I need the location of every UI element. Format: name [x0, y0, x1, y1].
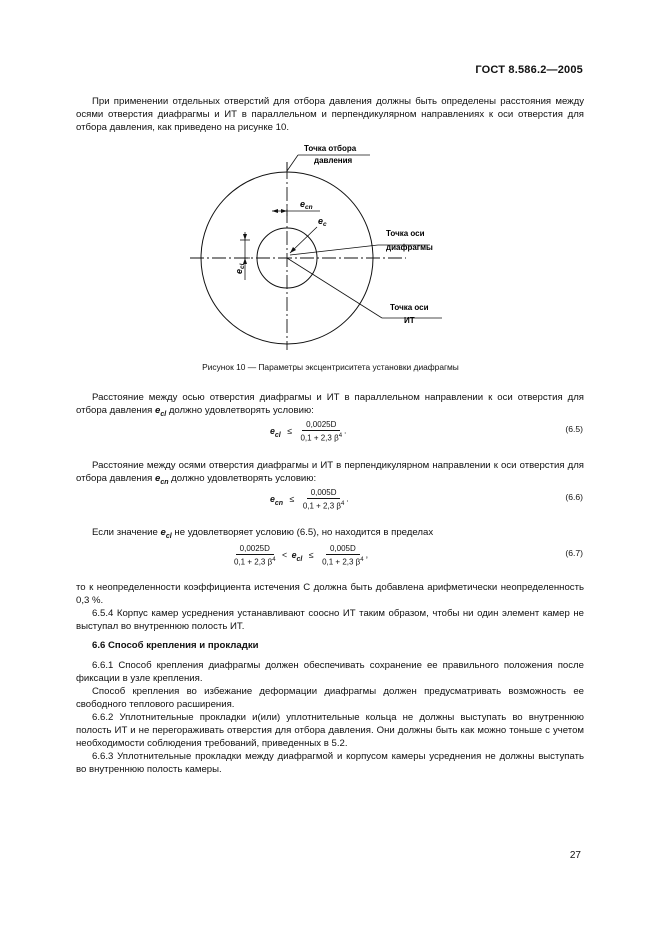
eq66-number: (6.6)	[565, 492, 583, 502]
paragraph-6-6-1b: Способ крепления во избежание деформации диафрагмы должен предусматривать возможность ее свободного теплового расширения.	[76, 686, 584, 710]
label-pipe-2: ИТ	[404, 316, 415, 325]
label-ecn: $e_{cn}$	[300, 199, 313, 211]
label-ec: $e_c$	[318, 216, 327, 228]
label-tap-2: давления	[314, 156, 353, 165]
eq67-number: (6.7)	[565, 548, 583, 558]
paragraph-6-5-4: 6.5.4 Корпус камер усреднения устанавливают соосно ИТ таким образом, чтобы ни один элемент камер не выступал во внутреннюю полость ИТ.	[76, 608, 584, 632]
standard-header: ГОСТ 8.586.2—2005	[475, 64, 583, 76]
paragraph-6-6-3: 6.6.3 Уплотнительные прокладки между диафрагмой и корпусом камеры усреднения не должны выступать во внутреннюю полость камеры.	[76, 751, 584, 775]
tap-leader	[287, 155, 298, 171]
label-ecl: $e_{cl}$	[234, 263, 246, 274]
eq65-lead: Расстояние между осью отверстия диафрагмы и ИТ в параллельном направлении к оси отверстия для отбора давления $e_{cl}$ должно удовлетворять условию:	[76, 392, 584, 418]
figure-caption: Рисунок 10 — Параметры эксцентриситета установки диафрагмы	[202, 362, 459, 372]
equation-6-5: $e_{cl}$ ≤ $\frac{0,0025D}{0,1 + 2,3 \beta^4}$ .	[270, 420, 347, 443]
eq65-number: (6.5)	[565, 424, 583, 434]
orifice-leader	[290, 245, 378, 255]
ecn-arrow-left	[272, 209, 278, 213]
paragraph-6-6-2: 6.6.2 Уплотнительные прокладки и(или) уплотнительные кольца не должны выступать во внутреннюю полость ИТ и не перегораживать отверстия для отбора давления. Они должны быть как можно тоньше с учетом необходимости соблюдения требований, приведенных в 5.2.	[76, 712, 584, 749]
section-6-6-title: 6.6 Способ крепления и прокладки	[92, 640, 259, 651]
eq66-lead: Расстояние между осями отверстия диафрагмы и ИТ в перпендикулярном направлении к оси отверстия для отбора давления $e_{cn}$ должно удовлетворять условию:	[76, 460, 584, 486]
label-orifice-2: диафрагмы	[386, 243, 433, 252]
label-orifice-1: Точка оси	[386, 229, 425, 238]
equation-6-6: $e_{cn}$ ≤ $\frac{0,005D}{0,1 + 2,3 \beta^4}$ .	[270, 488, 349, 511]
eq67-lead: Если значение $e_{cl}$ не удовлетворяет условию (6.5), но находится в пределах	[92, 527, 434, 540]
paragraph-6-6-1: 6.6.1 Способ крепления диафрагмы должен обеспечивать сохранение ее правильного положения после фиксации в узле крепления.	[76, 660, 584, 684]
eq67-after: то к неопределенности коэффициента истечения C должна быть добавлена арифметически неопределенность 0,3 %.	[76, 582, 584, 606]
ecl-arrow-bottom	[243, 258, 247, 264]
ecl-arrow-top	[243, 234, 247, 240]
label-tap-1: Точка отбора	[304, 144, 357, 153]
label-pipe-1: Точка оси	[390, 303, 429, 312]
equation-6-7: $\frac{0,0025D}{0,1 + 2,3 \beta^4}$ < $e_{cl}$ ≤ $\frac{0,005D}{0,1 + 2,3 \beta^4}$ ,	[234, 544, 369, 567]
ecn-arrow-right	[281, 209, 287, 213]
figure-eccentricity-diagram	[180, 140, 480, 352]
intro-paragraph: При применении отдельных отверстий для отбора давления должны быть определены расстояния между осями отверстия диафрагмы и ИТ в параллельном и перпендикулярном направлениях к оси отверстия для отбора давления, как приведено на рисунке 10.	[76, 96, 584, 133]
page-number: 27	[569, 850, 581, 861]
